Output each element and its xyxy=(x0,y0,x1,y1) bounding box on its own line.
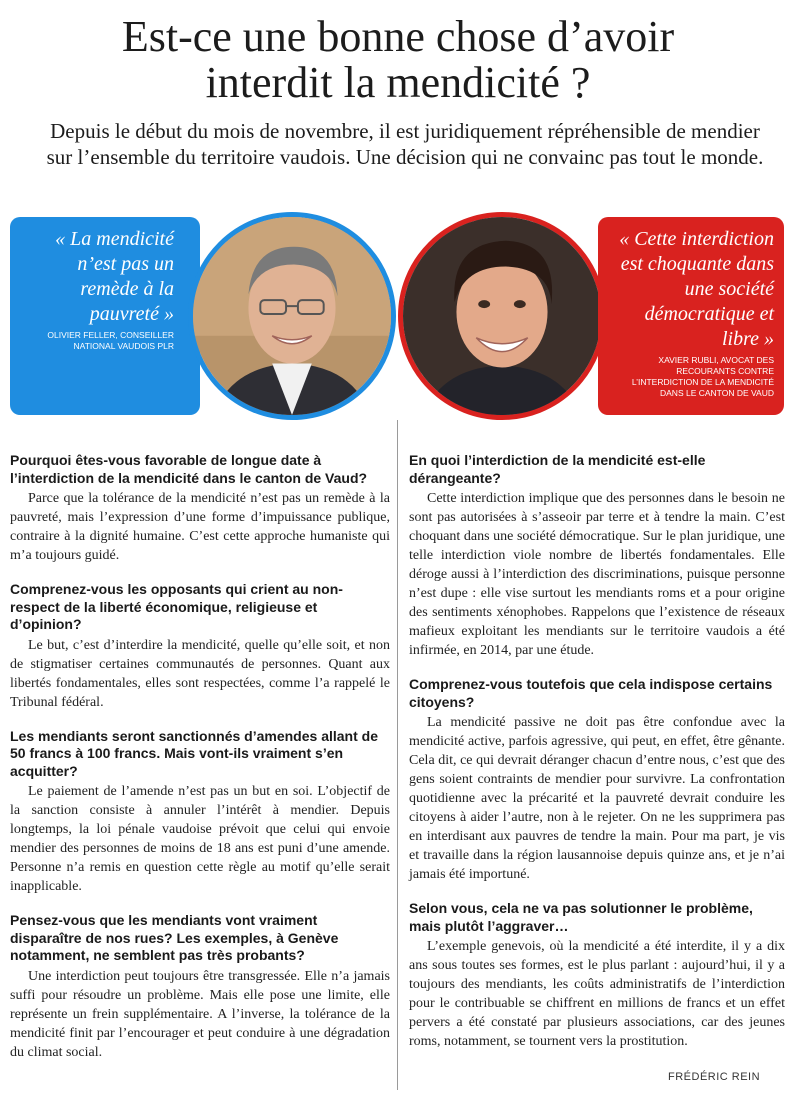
question: Comprenez-vous toutefois que cela indispose certains citoyens? xyxy=(409,676,773,710)
answer: Cette interdiction implique que des personnes dans le besoin ne sont pas autorisées à s’asseoir par terre et à tendre la main. C’est choquant dans une société démocratique. Sur le plan juridique, une telle interdiction viole nombre de libertés fondamentales. Elle déroge aussi à l’interdiction des discriminations, puisque personne n’est dupe : elle vise surtout les mendiants roms et a pour origine des sentiments xénophobes. Rappelons que l’existence de réseaux mafieux exploitant les mendiants sur le territoire vaudois a été infirmée, en 2014, par une étude. xyxy=(409,491,785,658)
answer: Parce que la tolérance de la mendicité n’est pas un remède à la pauvreté, mais l’expression d’une forme d’impuissance publique, contraire à la dignité humaine. C’est cette approche humaniste qui m’a toujours guidé. xyxy=(10,491,390,563)
title-line-1: Est-ce une bonne chose d’avoir xyxy=(121,12,675,61)
quote-left-text: « La mendicité n’est pas un remède à la pauvreté » xyxy=(55,228,174,325)
question: Pourquoi êtes-vous favorable de longue date à l’interdiction de la mendicité dans le canton de Vaud? xyxy=(10,452,368,486)
quote-right-author: XAVIER RUBLI, AVOCAT DES RECOURANTS CONTRE L’INTERDICTION DE LA MENDICITÉ DANS LE CANTON DE VAUD xyxy=(631,355,774,398)
question: Comprenez-vous les opposants qui crient au non-respect de la liberté économique, religieuse et d’opinion? xyxy=(10,581,343,632)
quote-left-author: OLIVIER FELLER, CONSEILLER NATIONAL VAUDOIS PLR xyxy=(47,330,174,351)
article-title xyxy=(0,14,796,106)
question: Les mendiants seront sanctionnés d’amendes allant de 50 francs à 100 francs. Mais vont-ils vraiment s’en acquitter? xyxy=(10,727,378,779)
answer: Une interdiction peut toujours être transgressée. Elle n’a jamais suffi pour résoudre un problème. Mais elle pose une limite, elle représente un frein supplémentaire. A l’inverse, la tolérance de la mendicité finit par l’encourager et peut conduire à une dégradation du climat social. xyxy=(10,968,390,1060)
article-lead: Depuis le début du mois de novembre, il est juridiquement répréhensible de mendier sur l’ensemble du territoire vaudois. Une décision qui ne convainc pas tout le monde. xyxy=(46,119,764,169)
quote-right-text: « Cette interdiction est choquante dans une société démocratique et libre » xyxy=(619,228,774,350)
portrait-right-image xyxy=(403,217,601,415)
portrait-right xyxy=(398,212,606,420)
answer: La mendicité passive ne doit pas être confondue avec la mendicité active, parfois agressive, qui peut, en effet, être gênante. Cela dit, ce qui devrait déranger chacun d’entre nous, c’est que des gens soient contraints de mendier pour survivre. La confrontation quotidienne avec la précarité et la pauvreté devrait conduire les citoyens à aider l’autre, non à le rejeter. On ne les supprimera pas en interdisant aux pauvres de tendre la main. Pour ma part, je vis et travaille dans la région lausannoise depuis quinze ans, et je n’ai jamais été importuné. xyxy=(409,715,785,882)
column-divider xyxy=(397,420,398,1090)
quote-box-left xyxy=(10,217,200,415)
question: Pensez-vous que les mendiants vont vraiment disparaître de nos rues? Les exemples, à Genève notamment, ne semblent pas très probants? xyxy=(10,912,339,963)
author-signature: FRÉDÉRIC REIN xyxy=(668,1071,761,1083)
answer: Le paiement de l’amende n’est pas un but en soi. L’objectif de la sanction consiste à annuler l’intérêt à mendier. Depuis longtemps, la loi pénale vaudoise prévoit que celui qui envoie mendier des personnes de moins de 18 ans est puni d’une amende. Personne n’a remis en question cette règle au motif qu’elle serait inapplicable. xyxy=(10,784,390,894)
answer: L’exemple genevois, où la mendicité a été interdite, il y a dix ans sous toutes ses formes, est le plus parlant : aujourd’hui, il y a toujours des mendiants, les coûts administratifs de l’interdiction pour le contribuable se chiffrent en millions de francs et un effet pervers a été constaté par plusieurs associations, car des jeunes roms, notamment, se tournent vers la prostitution. xyxy=(409,939,785,1049)
portrait-left-image xyxy=(193,217,391,415)
right-column xyxy=(409,452,785,1067)
question: Selon vous, cela ne va pas solutionner le problème, mais plutôt l’aggraver… xyxy=(409,900,753,934)
answer: Le but, c’est d’interdire la mendicité, quelle qu’elle soit, et non de stigmatiser certaines communautés de personnes. Quant aux libertés fondamentales, elles sont respectées, comme l’a rappelé le Tribunal fédéral. xyxy=(10,637,390,710)
portrait-left xyxy=(188,212,396,420)
question: En quoi l’interdiction de la mendicité est-elle dérangeante? xyxy=(409,452,706,486)
quote-box-right xyxy=(598,217,784,415)
title-line-2: interdit la mendicité ? xyxy=(205,58,591,107)
left-column xyxy=(10,452,390,1078)
